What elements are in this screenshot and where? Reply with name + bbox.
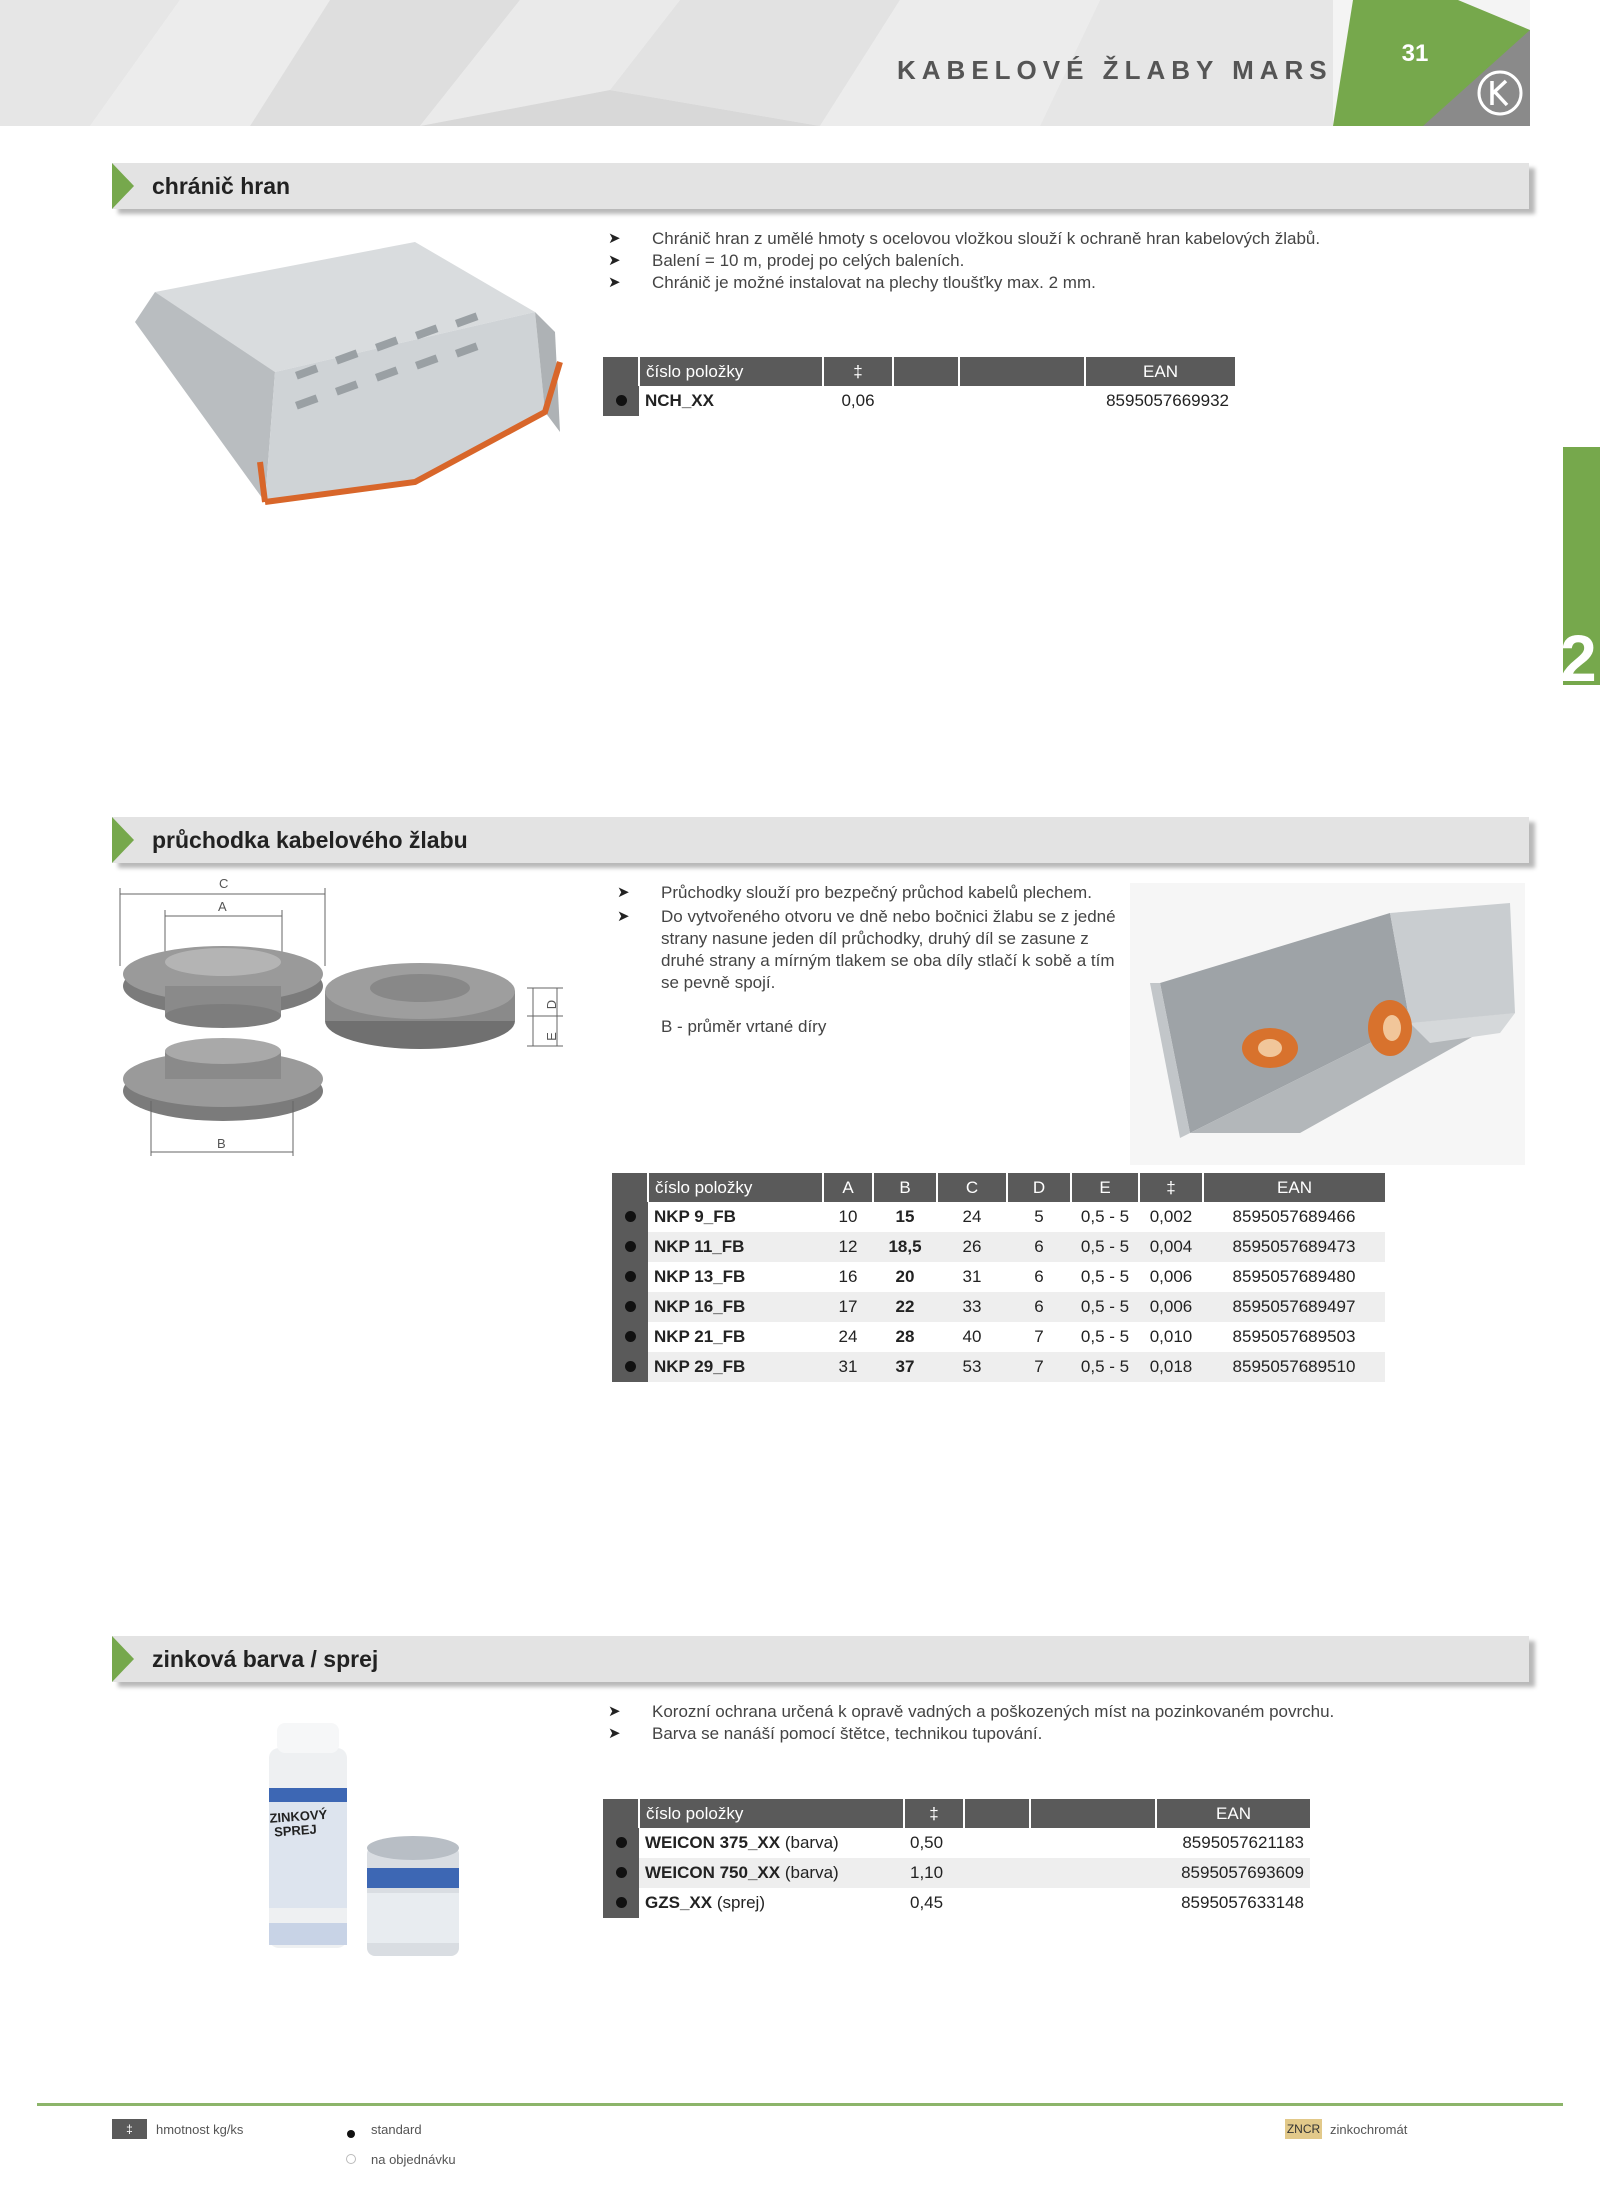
item-weight: 0,018 [1139, 1352, 1203, 1382]
item-number: NKP 29_FB [648, 1352, 823, 1382]
bullet-item: ➤ Chránič hran z umělé hmoty s ocelovou vložkou slouží k ochraně hran kabelových žlabů. [608, 229, 1321, 248]
item-number-cell [639, 1828, 904, 1858]
table-header-cell [603, 357, 639, 386]
table-header-cell: D [1007, 1173, 1071, 1202]
item-weight: 0,45 [910, 1893, 944, 1912]
grommet-dimension-drawing [115, 876, 585, 1161]
dim-a: 16 [838, 1267, 858, 1286]
item-ean: 8595057689497 [1203, 1292, 1385, 1322]
dimension-label-d: D [544, 999, 560, 1010]
dim-d: 6 [1007, 1232, 1071, 1262]
item-number: WEICON 750_XX [645, 1863, 781, 1882]
item-weight: 0,010 [1149, 1327, 1193, 1346]
table-header-cell: číslo položky [639, 357, 823, 386]
dim-c: 24 [962, 1207, 982, 1226]
clock-icon [346, 2154, 356, 2164]
dim-e: 0,5 - 5 [1071, 1292, 1139, 1322]
dim-b: 18,5 [873, 1232, 937, 1262]
page-number: 31 [1401, 40, 1429, 67]
standard-dot-icon [612, 1262, 648, 1292]
standard-legend-label: standard [371, 2122, 422, 2137]
item-number: NKP 13_FB [654, 1267, 746, 1286]
item-number-cell [639, 1858, 904, 1888]
dim-e: 0,5 - 5 [1080, 1327, 1130, 1346]
catalog-title: KABELOVÉ ŽLABY MARS [897, 55, 1333, 85]
dim-b: 37 [873, 1352, 937, 1382]
item-ean: 8595057689503 [1232, 1327, 1356, 1346]
dim-d: 5 [1034, 1207, 1044, 1226]
section-title: zinková barva / sprej [152, 1646, 379, 1672]
table-header-cell [964, 1799, 1030, 1828]
table-header-cell [612, 1173, 648, 1202]
dim-e: 0,5 - 5 [1071, 1232, 1139, 1262]
standard-dot-icon [603, 386, 639, 416]
dimension-label-a: A [218, 899, 227, 914]
table-header-row [612, 1173, 1385, 1202]
bullet-item: ➤ Průchodky slouží pro bezpečný průchod kabelů plechem. [617, 883, 1092, 902]
table-header-cell: C [937, 1173, 1007, 1202]
item-ean: 8595057633148 [1181, 1893, 1304, 1912]
standard-dot-icon [612, 1322, 648, 1352]
product-table-zinc-paint [603, 1799, 1310, 1918]
product-table-grommet [612, 1173, 1385, 1382]
item-ean: 8595057689510 [1203, 1352, 1385, 1382]
bullet-item: ➤ Balení = 10 m, prodej po celých baleních. [608, 251, 965, 270]
can-label: ZINKOVÝ SPREJ [269, 1806, 328, 1840]
table-row [603, 1858, 1310, 1888]
table-row [612, 1292, 1385, 1322]
arrow-bullet-icon: ➤ [608, 274, 621, 291]
table-row [612, 1352, 1385, 1382]
arrow-bullet-icon: ➤ [608, 1725, 621, 1742]
dimension-label-e: E [543, 1032, 559, 1041]
arrow-bullet-icon: ➤ [608, 252, 621, 269]
section-arrow-icon [112, 1636, 134, 1682]
item-variant: (barva) [780, 1863, 839, 1882]
section-header-grommet [112, 817, 1529, 863]
bullet-item: ➤ Do vytvořeného otvoru ve dně nebo bočnici žlabu se z jedné strany nasune jeden díl průchodky, druhý díl se zasune z druhé strany a mírným tlakem se oba díly stlačí k sobě a tím se pevně spojí. [617, 907, 1116, 992]
arrow-bullet-icon: ➤ [617, 908, 630, 925]
standard-dot-icon [612, 1352, 648, 1382]
bullet-item: ➤ Chránič je možné instalovat na plechy tloušťky max. 2 mm. [608, 273, 1096, 292]
dim-d: 7 [1034, 1327, 1044, 1346]
item-weight: 0,50 [910, 1833, 944, 1852]
dim-b: 20 [895, 1267, 915, 1286]
item-variant: (barva) [780, 1833, 839, 1852]
zinc-paint-products-image [255, 1718, 470, 1963]
table-row [612, 1232, 1385, 1262]
dim-c: 53 [937, 1352, 1007, 1382]
standard-dot-icon [612, 1292, 648, 1322]
dim-c: 26 [937, 1232, 1007, 1262]
item-weight: 0,006 [1149, 1267, 1193, 1286]
table-header-cell: E [1071, 1173, 1139, 1202]
item-ean: 8595057669932 [1106, 391, 1229, 410]
dim-d: 6 [1034, 1267, 1044, 1286]
section-3-bullets [608, 1701, 1508, 1745]
dim-d: 7 [1007, 1352, 1071, 1382]
table-header-cell: A [823, 1173, 873, 1202]
standard-dot-icon [603, 1888, 639, 1918]
weight-legend-label: hmotnost kg/ks [156, 2122, 244, 2137]
item-number: NKP 16_FB [648, 1292, 823, 1322]
dim-a: 10 [838, 1207, 858, 1226]
item-ean: 8595057689473 [1203, 1232, 1385, 1262]
table-row [612, 1262, 1385, 1292]
item-number: NCH_XX [645, 391, 714, 410]
table-header-row [603, 1799, 1310, 1828]
item-ean: 8595057689466 [1232, 1207, 1356, 1226]
table-header-cell [603, 1799, 639, 1828]
dim-e: 0,5 - 5 [1080, 1267, 1130, 1286]
dim-e: 0,5 - 5 [1080, 1207, 1130, 1226]
arrow-bullet-icon: ➤ [608, 1703, 621, 1720]
dim-a: 24 [838, 1327, 858, 1346]
section-1-bullets [608, 228, 1508, 294]
bullet-item: ➤ Korozní ochrana určená k opravě vadných a poškozených míst na pozinkovaném povrchu. [608, 1702, 1335, 1721]
dim-a: 17 [823, 1292, 873, 1322]
section-arrow-icon [112, 817, 134, 863]
dim-c: 40 [962, 1327, 982, 1346]
item-number: GZS_XX [645, 1893, 713, 1912]
item-variant: (sprej) [712, 1893, 765, 1912]
table-row [603, 386, 1235, 416]
dim-c: 33 [937, 1292, 1007, 1322]
section-header-zinc-paint [112, 1636, 1529, 1682]
footer-divider [37, 2103, 1563, 2106]
cable-tray-edge-protector-image [115, 222, 577, 522]
dim-d: 6 [1007, 1292, 1071, 1322]
table-header-cell [893, 357, 959, 386]
standard-dot-icon [603, 1828, 639, 1858]
dim-a: 12 [823, 1232, 873, 1262]
table-header-cell: EAN [1203, 1173, 1385, 1202]
item-number: WEICON 375_XX [645, 1833, 781, 1852]
dimension-label-c: C [219, 876, 229, 891]
bullet-item: ➤ Barva se nanáší pomocí štětce, technikou tupování. [608, 1724, 1043, 1743]
item-ean: 8595057689480 [1232, 1267, 1356, 1286]
item-number: NKP 21_FB [654, 1327, 746, 1346]
section-title: průchodka kabelového žlabu [152, 827, 468, 853]
standard-dot-icon [347, 2125, 355, 2143]
arrow-bullet-icon: ➤ [608, 230, 621, 247]
table-header-row [603, 357, 1235, 386]
dim-c: 31 [962, 1267, 982, 1286]
item-ean: 8595057621183 [1182, 1833, 1304, 1852]
item-weight: 1,10 [904, 1858, 964, 1888]
table-row [603, 1828, 1310, 1858]
dim-e: 0,5 - 5 [1071, 1352, 1139, 1382]
item-weight: 0,004 [1139, 1232, 1203, 1262]
table-header-cell: číslo položky [648, 1173, 823, 1202]
item-number-cell [639, 1888, 904, 1918]
zncr-legend-label: zinkochromát [1330, 2122, 1408, 2137]
table-header-cell: ‡ [823, 357, 893, 386]
table-header-cell [959, 357, 1085, 386]
section-2-bullets [617, 882, 1117, 1038]
section-header-edge-protector [112, 163, 1529, 209]
order-legend-label: na objednávku [371, 2152, 456, 2167]
standard-dot-icon [603, 1858, 639, 1888]
dim-b: 28 [895, 1327, 915, 1346]
table-header-cell: EAN [1085, 357, 1235, 386]
weight-legend-key: ‡ [112, 2119, 147, 2139]
table-header-cell: ‡ [904, 1799, 964, 1828]
dim-b: 22 [873, 1292, 937, 1322]
dimension-note: B - průměr vrtané díry [661, 1017, 827, 1036]
arrow-bullet-icon: ➤ [617, 884, 630, 901]
table-header-cell: číslo položky [639, 1799, 904, 1828]
dim-b: 15 [895, 1207, 915, 1226]
section-title: chránič hran [152, 173, 291, 199]
chapter-number: 2 [1560, 621, 1597, 695]
dim-a: 31 [823, 1352, 873, 1382]
item-number: NKP 11_FB [648, 1232, 823, 1262]
item-weight: 0,002 [1149, 1207, 1193, 1226]
grommet-installed-image [1130, 883, 1525, 1165]
standard-dot-icon [612, 1232, 648, 1262]
table-row [612, 1202, 1385, 1232]
table-header-cell: B [873, 1173, 937, 1202]
zncr-legend-key: ZNCR [1285, 2119, 1322, 2139]
item-weight: 0,06 [841, 391, 875, 410]
item-number: NKP 9_FB [654, 1207, 736, 1226]
table-header-cell: ‡ [1139, 1173, 1203, 1202]
item-weight: 0,006 [1139, 1292, 1203, 1322]
item-ean: 8595057693609 [1156, 1858, 1310, 1888]
table-row [603, 1888, 1310, 1918]
standard-dot-icon [612, 1202, 648, 1232]
table-row [612, 1322, 1385, 1352]
product-table-edge-protector [603, 357, 1235, 416]
table-header-cell [1030, 1799, 1156, 1828]
section-arrow-icon [112, 163, 134, 209]
dimension-label-b: B [217, 1136, 226, 1151]
table-header-cell: EAN [1156, 1799, 1310, 1828]
